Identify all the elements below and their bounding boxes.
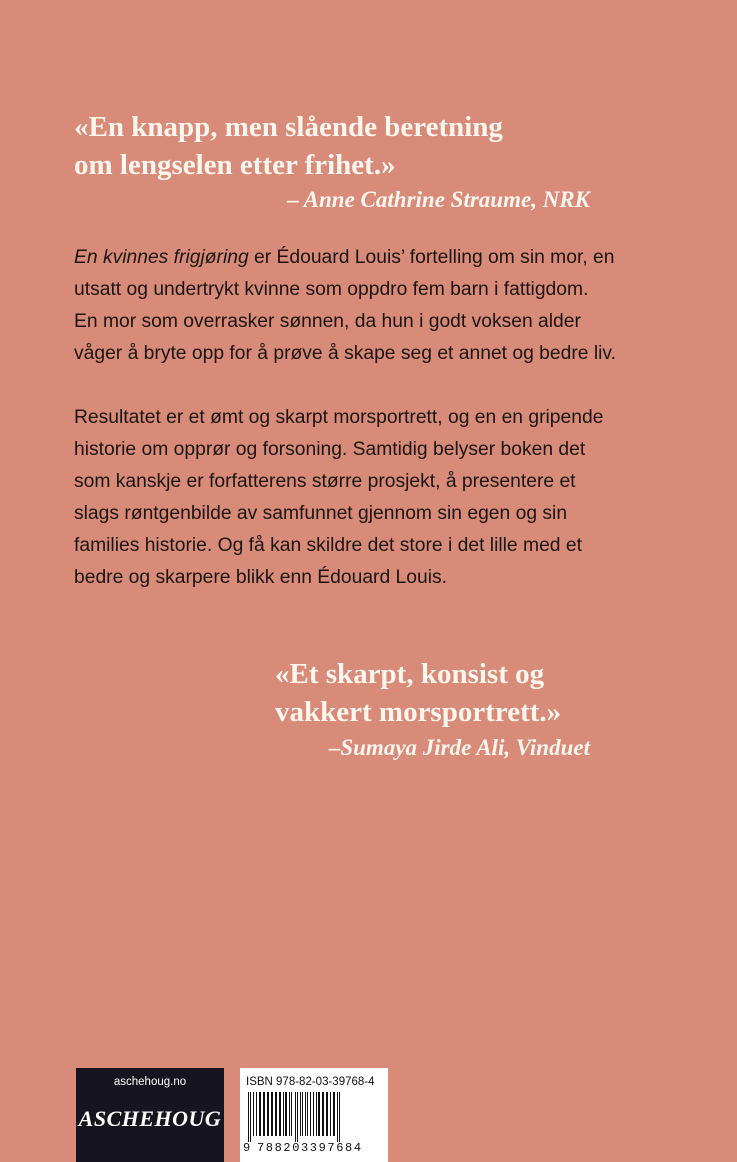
paragraph2-line: Resultatet er et ømt og skarpt morsportrett, og en en gripende: [74, 407, 604, 428]
barcode-bar: [313, 1092, 314, 1136]
book-title-italic: En kvinnes frigjøring: [74, 247, 249, 268]
barcode-bar: [289, 1092, 290, 1136]
barcode-bar: [302, 1092, 303, 1136]
ean-digits: 788203397684: [257, 1141, 363, 1155]
publisher-url: aschehoug.no: [113, 1076, 187, 1088]
paragraph2-line: families historie. Og få kan skildre det store i det lille med et: [74, 535, 582, 556]
barcode-bar: [275, 1092, 277, 1136]
barcode-bar: [250, 1092, 251, 1142]
barcode-bar: [316, 1092, 317, 1136]
top-quote-line-2: om lengselen etter frihet.»: [74, 149, 396, 181]
paragraph2-line: bedre og skarpere blikk enn Édouard Louis.: [74, 567, 448, 588]
paragraph1-line-1-rest: er Édouard Louis’ fortelling om sin mor, en: [248, 247, 615, 268]
paragraph1-line: utsatt og undertrykt kvinne som oppdro fem barn i fattigdom.: [74, 279, 589, 300]
barcode-bar: [285, 1092, 287, 1136]
isbn-barcode-box: [240, 1068, 388, 1162]
bottom-quote-attribution: –Sumaya Jirde Ali, Vinduet: [328, 735, 590, 760]
paragraph2-line: historie om opprør og forsoning. Samtidig belyser boken det: [74, 439, 586, 460]
barcode-bar: [253, 1092, 254, 1136]
paragraph1-line: våger å bryte opp for å prøve å skape seg et annet og bedre liv.: [74, 343, 616, 364]
barcode-bar: [305, 1092, 306, 1136]
top-review-quote: [74, 108, 594, 184]
paragraph1-line-1: [74, 242, 615, 274]
description-paragraph-1: [74, 242, 616, 370]
barcode-bar: [333, 1092, 335, 1136]
barcode-bar: [300, 1092, 301, 1136]
barcode-bar: [295, 1092, 296, 1142]
ean-lead-digit: 9: [243, 1141, 251, 1155]
top-quote-line-1: «En knapp, men slående beretning: [74, 111, 503, 143]
publisher-box: [76, 1068, 224, 1162]
barcode-bar: [322, 1092, 324, 1136]
barcode-bar: [259, 1092, 261, 1136]
barcode-bar: [330, 1092, 331, 1136]
barcode-bar: [297, 1092, 298, 1142]
isbn-label: ISBN 978-82-03-39768-4: [246, 1076, 375, 1088]
barcode-bar: [248, 1092, 249, 1142]
paragraph2-line: slags røntgenbilde av samfunnet gjennom sin egen og sin: [74, 503, 568, 524]
barcode-bar: [283, 1092, 284, 1136]
barcode-bar: [339, 1092, 340, 1142]
barcode-bar: [263, 1092, 265, 1136]
paragraph1-line: En mor som overrasker sønnen, da hun i godt voksen alder: [74, 311, 581, 332]
barcode-bar: [337, 1092, 338, 1142]
publisher-logo: ASCHEHOUG: [78, 1106, 222, 1131]
bottom-review-quote: [275, 655, 605, 731]
description-paragraph-2: [74, 402, 604, 594]
barcode-bar: [310, 1092, 311, 1136]
barcode-bar: [271, 1092, 273, 1136]
barcode-bar: [267, 1092, 269, 1136]
paragraph2-line: som kanskje er forfatterens større prosjekt, å presentere et: [74, 471, 576, 492]
barcode-bar: [279, 1092, 281, 1136]
barcode-graphic: [246, 1092, 382, 1142]
bottom-quote-line-1: «Et skarpt, konsist og: [275, 658, 545, 690]
barcode-bar: [256, 1092, 257, 1136]
barcode-bar: [307, 1092, 308, 1136]
top-quote-attribution: – Anne Cathrine Straume, NRK: [287, 187, 590, 212]
barcode-bar: [326, 1092, 328, 1136]
barcode-bar: [291, 1092, 292, 1136]
barcode-bar: [318, 1092, 320, 1136]
bottom-quote-line-2: vakkert morsportrett.»: [275, 696, 562, 728]
